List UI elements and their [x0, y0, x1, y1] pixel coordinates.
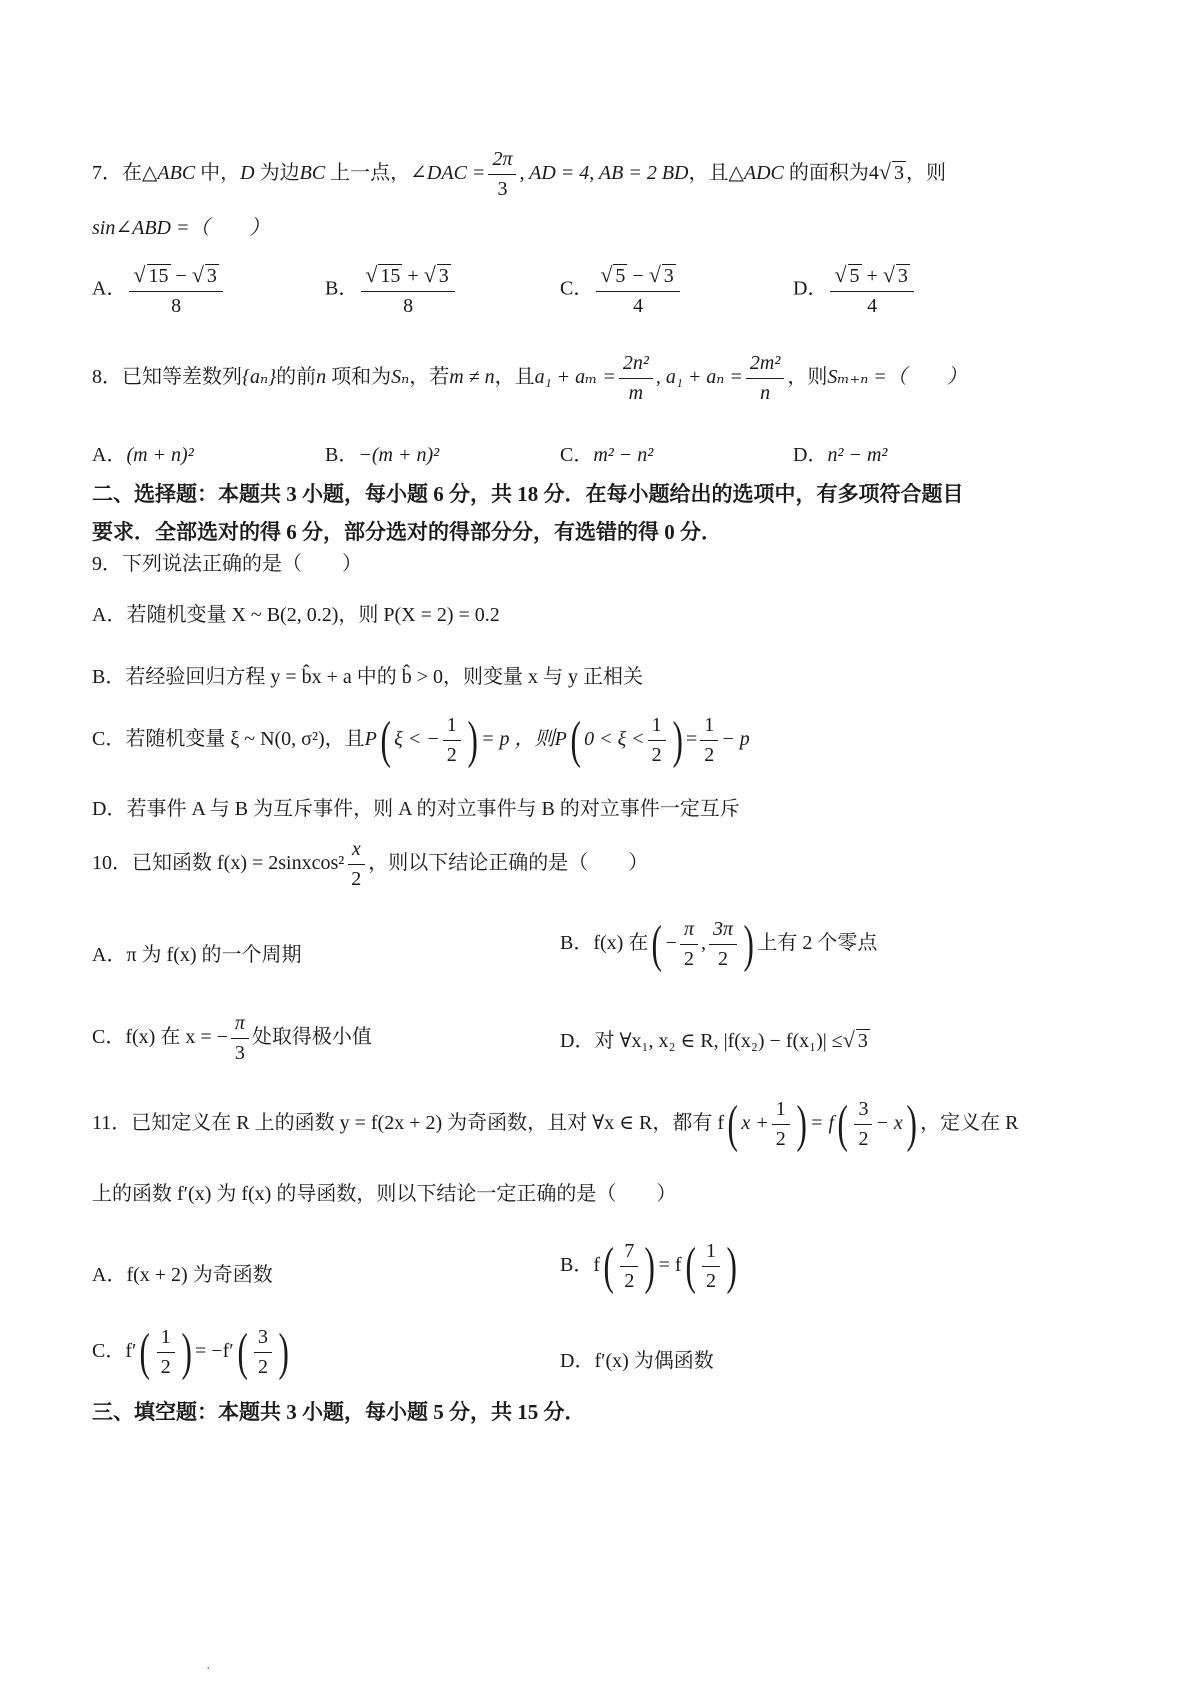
- q8-option-c[interactable]: C．m² − n²: [560, 444, 654, 466]
- q10-option-c[interactable]: C．f(x) 在 x = − $\frac{\pi}{3}$ 处取得极小值: [92, 1012, 372, 1064]
- section-3-heading: 三、填空题：本题共 3 小题，每小题 5 分，共 15 分．: [92, 1400, 586, 1424]
- q10-option-b[interactable]: B．f(x) 在( − $\frac{\pi}{2}$ , $\frac{3\pi}{2}$ ) 上有 2 个零点: [560, 915, 878, 973]
- q7-line1: 7．在△ABC 中，D 为边BC 上一点，∠DAC = $\frac{2\pi}{3}$ , AD = 4, AB = 2 BD，且△ADC 的面积为4√ 3 ，则: [92, 148, 946, 200]
- q10-option-d[interactable]: D．对 ∀x₁, x₂ ∈ R, |f(x₂) − f(x₁)| ≤√ 3: [560, 1027, 868, 1052]
- q9-option-d[interactable]: D．若事件 A 与 B 为互斥事件，则 A 的对立事件与 B 的对立事件一定互斥: [92, 798, 740, 820]
- section-2-heading-line1: 二、选择题：本题共 3 小题，每小题 6 分，共 18 分．在每小题给出的选项中，有多项符合题目: [92, 482, 964, 506]
- q11-stem-line2: 上的函数 f′(x) 为 f(x) 的导函数，则以下结论一定正确的是（ ）: [92, 1183, 677, 1205]
- q7-option-c[interactable]: C． $\frac{√ 5 - √ 3}{4}$: [560, 262, 683, 318]
- q7-option-d[interactable]: D． $\frac{√ 5 + √ 3}{4}$: [793, 262, 917, 318]
- section-2-heading-line2: 要求．全部选对的得 6 分，部分选对的得部分分，有选错的得 0 分．: [92, 520, 722, 544]
- q8-option-a[interactable]: A．(m + n)²: [92, 444, 194, 466]
- q9-stem: 9．下列说法正确的是（ ）: [92, 553, 362, 575]
- q11-option-d[interactable]: D．f′(x) 为偶函数: [560, 1350, 714, 1372]
- footer-mark: ·: [206, 1662, 211, 1677]
- q7-option-b[interactable]: B． $\frac{√ 15 + √ 3}{8}$: [325, 262, 458, 318]
- q9-option-b[interactable]: B．若经验回归方程 y = b̂x + a 中的 b̂ > 0，则变量 x 与 y 正相关: [92, 666, 644, 688]
- q9-option-c[interactable]: C．若随机变量 ξ ~ N(0, σ²)，且P( ξ < − $\frac{1}{2}$ ) = p ，则P( 0 < ξ < $\frac{1}{2}$ ) = $\frac{1}{2}$ − p: [92, 711, 750, 769]
- q10-option-a[interactable]: A．π 为 f(x) 的一个周期: [92, 944, 302, 966]
- q7-option-a[interactable]: A． $\frac{√ 15 - √ 3}{8}$: [92, 262, 226, 318]
- q7-angle-fraction: $\frac{2\pi}{3}$: [488, 148, 516, 201]
- q8-stem: 8．已知等差数列{aₙ}的前n 项和为Sₙ，若m ≠ n，且a₁ + aₘ = $\frac{\text{2n²}}{m}$ , a₁ + aₙ = $\frac{\text{2m²}}{n}$ ，则Sₘ₊ₙ =（ ）: [92, 352, 967, 404]
- q8-option-b[interactable]: B．−(m + n)²: [325, 444, 440, 466]
- q9-option-a[interactable]: A．若随机变量 X ~ B(2, 0.2)，则 P(X = 2) = 0.2: [92, 604, 500, 626]
- q7-line2: sin∠ABD =（ ）: [92, 217, 270, 239]
- q11-stem-line1: 11．已知定义在 R 上的函数 y = f(2x + 2) 为奇函数，且对 ∀x ∈ R，都有 f( x + $\frac{1}{2}$ ) = f( $\frac{3}{2}$ − x) ，定义在 R: [92, 1095, 1019, 1153]
- q11-option-b[interactable]: B．f( $\frac{7}{2}$ ) = f( $\frac{1}{2}$ ): [560, 1237, 737, 1295]
- q8-option-d[interactable]: D．n² − m²: [793, 444, 888, 466]
- q11-option-a[interactable]: A．f(x + 2) 为奇函数: [92, 1264, 273, 1286]
- q11-option-c[interactable]: C．f′( $\frac{1}{2}$ ) = −f′( $\frac{3}{2}$ ): [92, 1323, 289, 1381]
- q10-stem: 10．已知函数 f(x) = 2sinxcos² $\frac{x}{2}$ ，则以下结论正确的是（ ）: [92, 838, 649, 890]
